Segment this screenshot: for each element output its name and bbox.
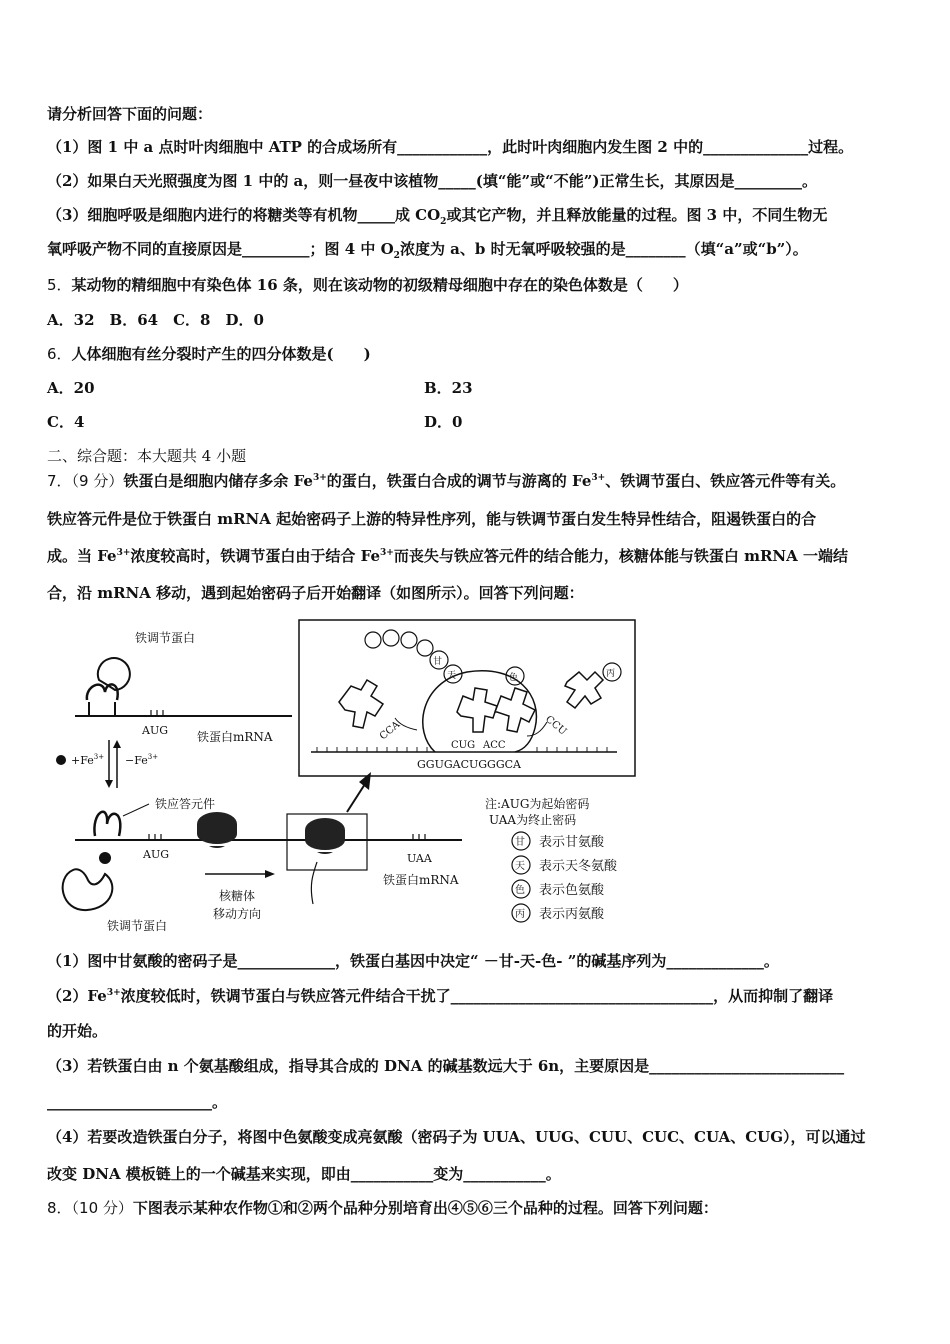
legend-trp-char: 色 <box>515 885 525 896</box>
q7-line2-text: 铁应答元件是位于铁蛋白 mRNA 起始密码子上游的特异性序列，能与铁调节蛋白发生特异性结合，阻遏铁蛋白的合 <box>47 510 817 528</box>
q7-sub3-a: （3）若铁蛋白由 n 个氨基酸组成，指导其合成的 DNA 的碱基数远大于 6n，主要原因是__________________________ <box>47 1057 845 1075</box>
fig-aug-bottom: AUG <box>143 848 170 861</box>
fig-anticodon-left: CCA <box>377 719 403 743</box>
q5-number: 5． <box>47 276 72 294</box>
fig-note-2: UAA为终止密码 <box>489 813 577 827</box>
q7-line2 <box>47 509 906 529</box>
q4-3-text-b: 或其它产物，并且释放能量的过程。图 3 中，不同生物无 <box>446 206 828 224</box>
q7-sub2-a: （2）Fe <box>47 987 107 1005</box>
q7-sub2-cont <box>47 1021 906 1041</box>
fig-iron-reg-top: 铁调节蛋白 <box>135 631 196 645</box>
q4-3-sub2: 2 <box>393 251 400 261</box>
q4-1-blank: ______________过程。 <box>703 138 854 156</box>
aa-gly-circle: 甘 <box>433 657 443 667</box>
aa-trp-circle: 色 <box>509 673 519 683</box>
q7-sub1 <box>47 951 906 971</box>
q4-3-text-a: （3）细胞呼吸是细胞内进行的将糖类等有机物_____成 CO <box>47 206 441 224</box>
zoom-arrow <box>347 784 365 812</box>
fig-anticodon-mid2: ACC <box>483 740 506 751</box>
q7-sub4-cont <box>47 1164 906 1184</box>
q7-line3 <box>47 546 906 566</box>
q7-sub2-sup: 3+ <box>106 988 121 998</box>
q4-2-text: （2）如果白天光照强度为图 1 中的 a，则一昼夜中该植物_____(填“能”或“不能”)正常生长，其原因是 <box>47 172 735 190</box>
legend-asp: 表示天冬氨酸 <box>539 859 618 874</box>
fig-ire: 铁应答元件 <box>155 797 216 811</box>
aa-ala-circle: 丙 <box>606 669 616 679</box>
fig-anticodon-right: CCU <box>543 713 569 738</box>
legend-gly-char: 甘 <box>515 837 525 848</box>
q5-options-text: A．32 B．64 C．8 D．0 <box>47 311 264 329</box>
q4-3-cont <box>47 239 906 259</box>
ribosome-1 <box>197 812 237 844</box>
q5-text: 某动物的精细胞中有染色体 16 条，则在该动物的初级精母细胞中存在的染色体数是（ ） <box>71 276 688 294</box>
fig-iron-reg-bottom: 铁调节蛋白 <box>107 919 168 933</box>
section-heading-text: 二、综合题：本大题共 4 小题 <box>47 447 247 465</box>
q4-3-text-d: 浓度为 a、b 时无氧呼吸较强的是________（填“a”或“b”）。 <box>399 240 808 258</box>
q7-line4 <box>47 583 906 603</box>
q7-number: 7．（9 分） <box>47 472 124 490</box>
q4-3 <box>47 205 906 225</box>
q7-sub4 <box>47 1127 906 1147</box>
q7-text-b: 的蛋白，铁蛋白合成的调节与游离的 Fe <box>326 472 592 490</box>
q8-text: 下图表示某种农作物①和②两个品种分别培育出④⑤⑥三个品种的过程。回答下列问题： <box>132 1199 718 1217</box>
peptide-chain <box>311 862 317 904</box>
fig-uaa: UAA <box>407 852 432 865</box>
q7-text-a: 铁蛋白是细胞内储存多余 Fe <box>123 472 313 490</box>
q5 <box>47 275 906 295</box>
fig-mrna-bottom: 铁蛋白mRNA <box>383 873 459 887</box>
intro-line <box>47 104 906 124</box>
q7-sub3 <box>47 1056 906 1076</box>
q7-sub2 <box>47 986 906 1006</box>
q5-options <box>47 310 906 330</box>
q7-line3-b: 浓度较高时，铁调节蛋白由于结合 Fe <box>130 547 381 565</box>
legend-ala: 表示丙氨酸 <box>539 907 605 922</box>
q6-option-c: C．4 <box>47 413 85 431</box>
fig-mrna-seq: GGUGACUGGGCA <box>417 758 521 771</box>
q4-3-text-c: 氧呼吸产物不同的直接原因是_________；图 4 中 O <box>47 240 394 258</box>
ribosome-2 <box>305 818 345 850</box>
legend-ala-char: 丙 <box>515 909 525 920</box>
q6-option-d: D．0 <box>424 413 463 431</box>
q6-options-row1 <box>47 378 906 398</box>
q7-sub4-a: （4）若要改造铁蛋白分子，将图中色氨酸变成亮氨酸（密码子为 UUA、UUG、CUU、CUC、CUA、CUG），可以通过 <box>47 1128 866 1146</box>
q7-sup1: 3+ <box>312 473 327 483</box>
q7-sub2-b: 浓度较低时，铁调节蛋白与铁应答元件结合干扰了___________________________________，从而抑制了翻译 <box>120 987 834 1005</box>
q7-sub3-b: ______________________。 <box>47 1093 228 1111</box>
fig-minus-fe: $-Fe^{3+}$ <box>125 753 159 767</box>
q4-1-text: （1）图 1 中 a 点时叶肉细胞中 ATP 的合成场所有____________，此时叶肉细胞内发生图 2 中的 <box>47 138 704 156</box>
q7-line1 <box>47 471 906 491</box>
fig-aug-top: AUG <box>142 724 169 737</box>
q4-3-sub: 2 <box>440 217 447 227</box>
legend-trp: 表示色氨酸 <box>539 883 605 898</box>
q7-sub4-b: 改变 DNA 模板链上的一个碱基来实现，即由___________变为___________。 <box>47 1165 561 1183</box>
stem-loop-bottom <box>94 812 120 836</box>
q8-number: 8．（10 分） <box>47 1199 133 1217</box>
q7-line3-c: 而丧失与铁应答元件的结合能力，核糖体能与铁蛋白 mRNA 一端结 <box>393 547 848 565</box>
q6-option-a: A．20 <box>47 379 95 397</box>
q8 <box>47 1198 906 1218</box>
q4-1 <box>47 137 906 157</box>
q7-text-c: 、铁调节蛋白、铁应答元件等有关。 <box>605 472 846 490</box>
q6 <box>47 344 906 364</box>
q6-text: 人体细胞有丝分裂时产生的四分体数是( ) <box>71 345 371 363</box>
fig-ribo-dir-1: 核糖体 <box>219 889 256 903</box>
legend-gly: 表示甘氨酸 <box>539 835 605 850</box>
intro-text: 请分析回答下面的问题： <box>47 105 213 123</box>
peptide-circles <box>365 630 433 656</box>
q7-sub1-text: （1）图中甘氨酸的密码子是_____________，铁蛋白基因中决定“ －甘-天-色- ”的碱基序列为_____________。 <box>47 952 779 970</box>
fig-plus-fe: $+Fe^{3+}$ <box>71 753 105 767</box>
ferritin-translation-figure <box>47 612 641 940</box>
q7-sub2-c: 的开始。 <box>47 1022 108 1040</box>
fig-note-1: 注:AUG为起始密码 <box>485 797 590 811</box>
q7-sup2: 3+ <box>591 473 606 483</box>
q6-options-row2 <box>47 412 906 432</box>
legend-asp-char: 天 <box>515 861 525 872</box>
iron-reg-protein-bottom-shape <box>63 869 113 910</box>
fe-ion-dot <box>56 755 66 765</box>
q6-option-b: B．23 <box>424 379 473 397</box>
trna-shapes <box>339 672 603 732</box>
q7-sup4: 3+ <box>380 548 394 558</box>
fig-ribo-dir-2: 移动方向 <box>213 907 262 921</box>
fig-anticodon-mid1: CUG <box>451 740 476 751</box>
q6-number: 6． <box>47 345 72 363</box>
fig-mrna-top: 铁蛋白mRNA <box>197 730 273 744</box>
q4-2 <box>47 171 906 191</box>
section-heading <box>47 446 906 466</box>
q4-2-blank: _________。 <box>734 172 817 190</box>
q7-line4-text: 合，沿 mRNA 移动，遇到起始密码子后开始翻译（如图所示）。回答下列问题： <box>47 584 584 602</box>
aa-asp-circle: 天 <box>447 671 457 681</box>
q7-line3-a: 成。当 Fe <box>47 547 117 565</box>
q7-sub3-cont <box>47 1092 906 1112</box>
q7-sup3: 3+ <box>116 548 131 558</box>
